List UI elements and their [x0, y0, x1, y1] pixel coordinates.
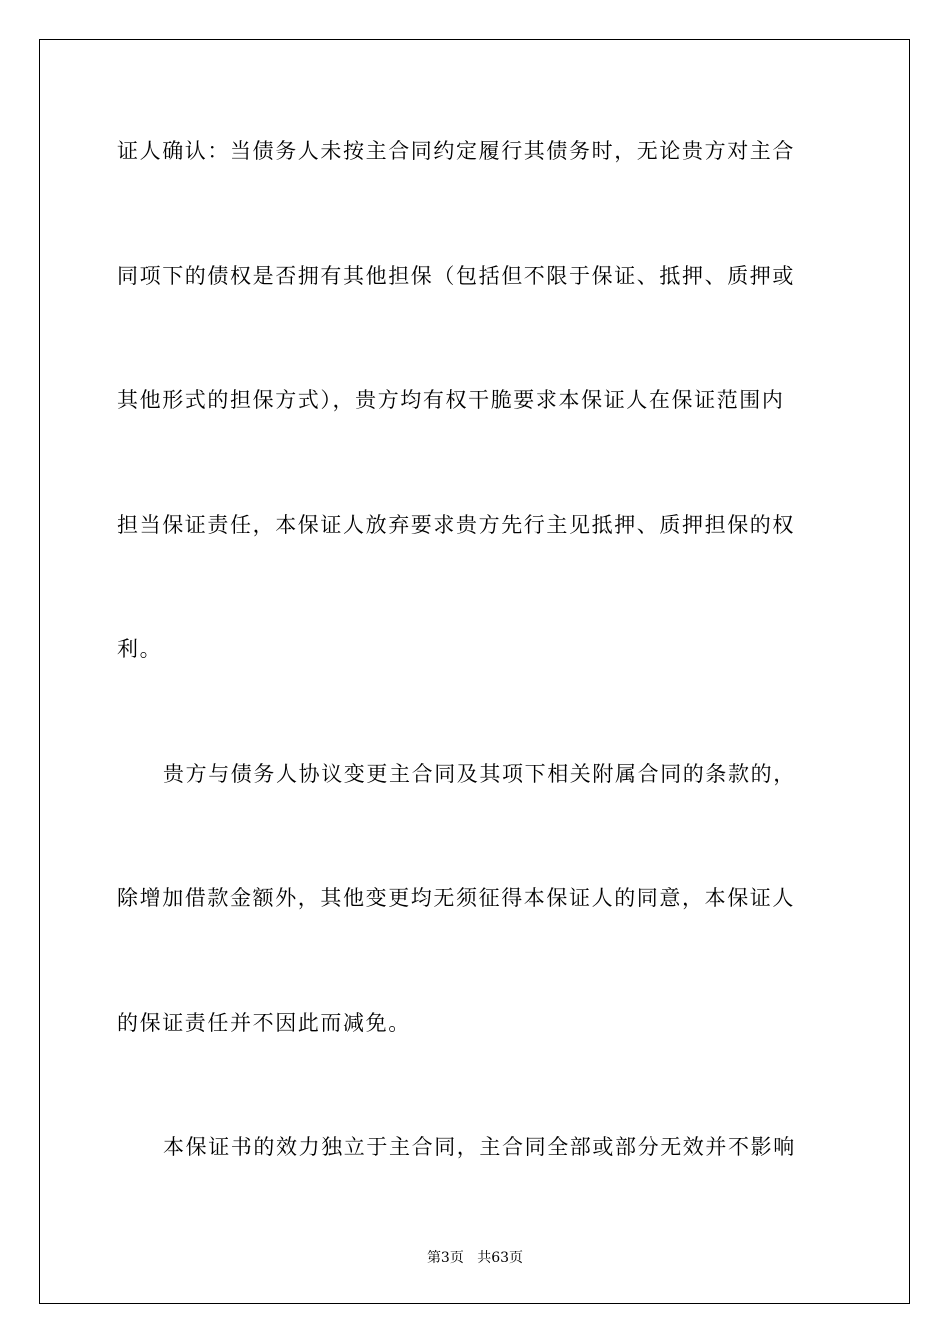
text-line: 同项下的债权是否拥有其他担保（包括但不限于保证、抵押、质押或 — [117, 264, 795, 288]
page-number: 第3页 — [426, 1250, 464, 1266]
text-line: 除增加借款金额外，其他变更均无须征得本保证人的同意，本保证人 — [117, 886, 795, 910]
page-footer — [0, 1249, 950, 1267]
total-pages: 共63页 — [477, 1250, 524, 1266]
text-line: 证人确认：当债务人未按主合同约定履行其债务时，无论贵方对主合 — [117, 139, 795, 163]
page-border — [39, 39, 910, 1304]
text-line: 担当保证责任，本保证人放弃要求贵方先行主见抵押、质押担保的权 — [117, 513, 795, 537]
text-line: 利。 — [117, 637, 163, 661]
text-line: 其他形式的担保方式），贵方均有权干脆要求本保证人在保证范围内 — [117, 388, 785, 412]
text-line: 贵方与债务人协议变更主合同及其项下相关附属合同的条款的， — [163, 762, 796, 786]
text-line: 本保证书的效力独立于主合同，主合同全部或部分无效并不影响 — [163, 1135, 796, 1159]
text-line: 的保证责任并不因此而减免。 — [117, 1011, 411, 1035]
